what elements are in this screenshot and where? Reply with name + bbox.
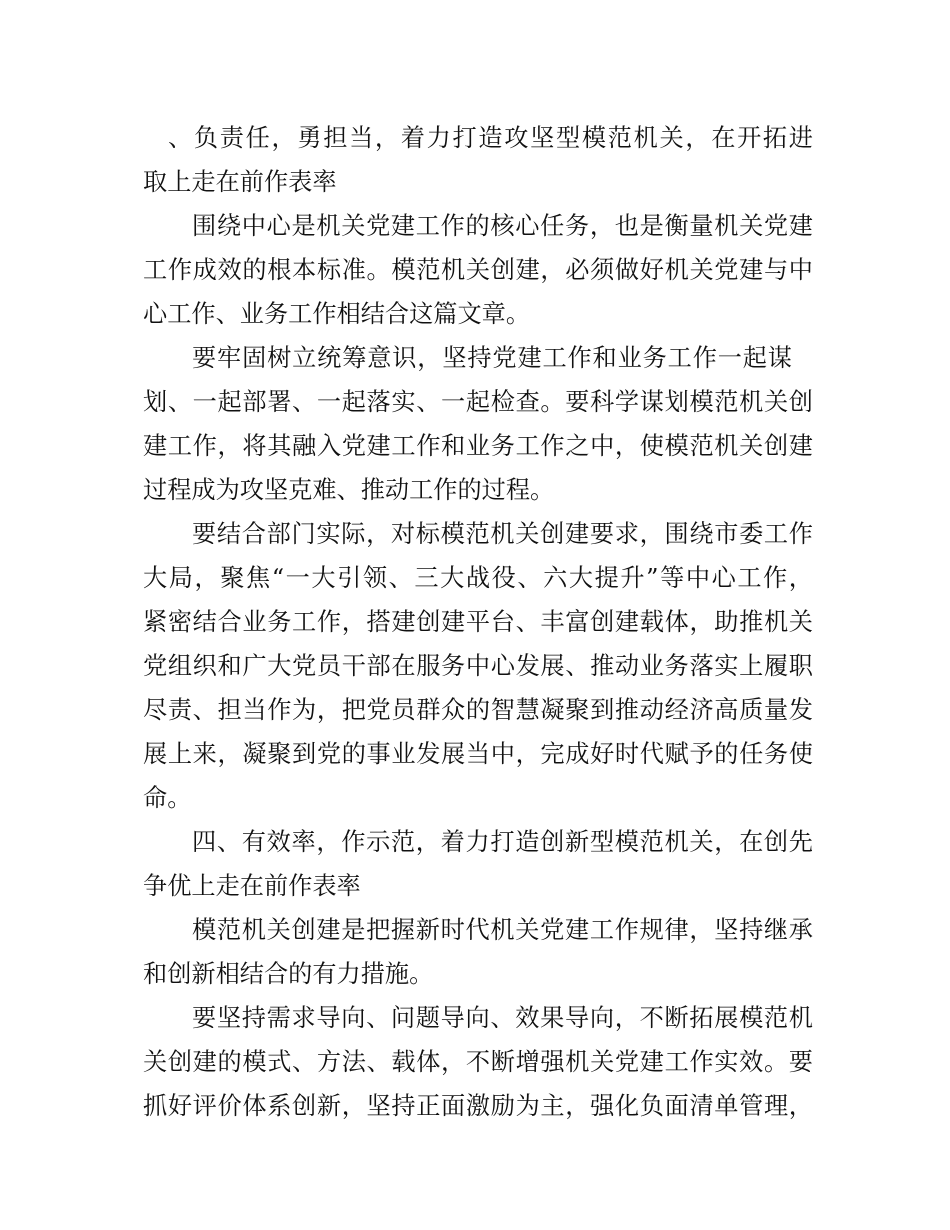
text-line: 工作成效的根本标准。模范机关创建，必须做好机关党建与中: [143, 256, 813, 284]
text-line: 关创建的模式、方法、载体，不断增强机关党建工作实效。要: [143, 1048, 813, 1076]
text-line: 过程成为攻坚克难、推动工作的过程。: [143, 476, 555, 504]
section-heading-line: 争优上走在前作表率: [143, 872, 361, 900]
text-line: 要坚持需求导向、问题导向、效果导向，不断拓展模范机: [192, 1004, 813, 1032]
text-line: 划、一起部署、一起落实、一起检查。要科学谋划模范机关创: [143, 388, 813, 416]
text-line: 要牢固树立统筹意识，坚持党建工作和业务工作一起谋: [192, 344, 792, 372]
text-line: 党组织和广大党员干部在服务中心发展、推动业务落实上履职: [143, 652, 813, 680]
text-line: 紧密结合业务工作，搭建创建平台、丰富创建载体，助推机关: [143, 608, 813, 636]
text-line: 大局，聚焦“一大引领、三大战役、六大提升”等中心工作，: [143, 564, 813, 592]
section-heading-line: 四、有效率，作示范，着力打造创新型模范机关，在创先: [192, 828, 813, 856]
text-line: 命。: [143, 784, 192, 812]
text-line: 取上走在前作表率: [143, 168, 337, 196]
text-line: 抓好评价体系创新，坚持正面激励为主，强化负面清单管理，: [143, 1092, 813, 1120]
text-line: 、负责任，勇担当，着力打造攻坚型模范机关，在开拓进: [168, 124, 813, 152]
text-line: 心工作、业务工作相结合这篇文章。: [143, 300, 531, 328]
text-line: 尽责、担当作为，把党员群众的智慧凝聚到推动经济高质量发: [143, 696, 813, 724]
text-line: 要结合部门实际，对标模范机关创建要求，围绕市委工作: [192, 520, 813, 548]
text-line: 模范机关创建是把握新时代机关党建工作规律，坚持继承: [192, 916, 813, 944]
text-line: 展上来，凝聚到党的事业发展当中，完成好时代赋予的任务使: [143, 740, 813, 768]
text-line: 围绕中心是机关党建工作的核心任务，也是衡量机关党建: [192, 212, 813, 240]
text-line: 建工作，将其融入党建工作和业务工作之中，使模范机关创建: [143, 432, 813, 460]
text-line: 和创新相结合的有力措施。: [143, 960, 434, 988]
